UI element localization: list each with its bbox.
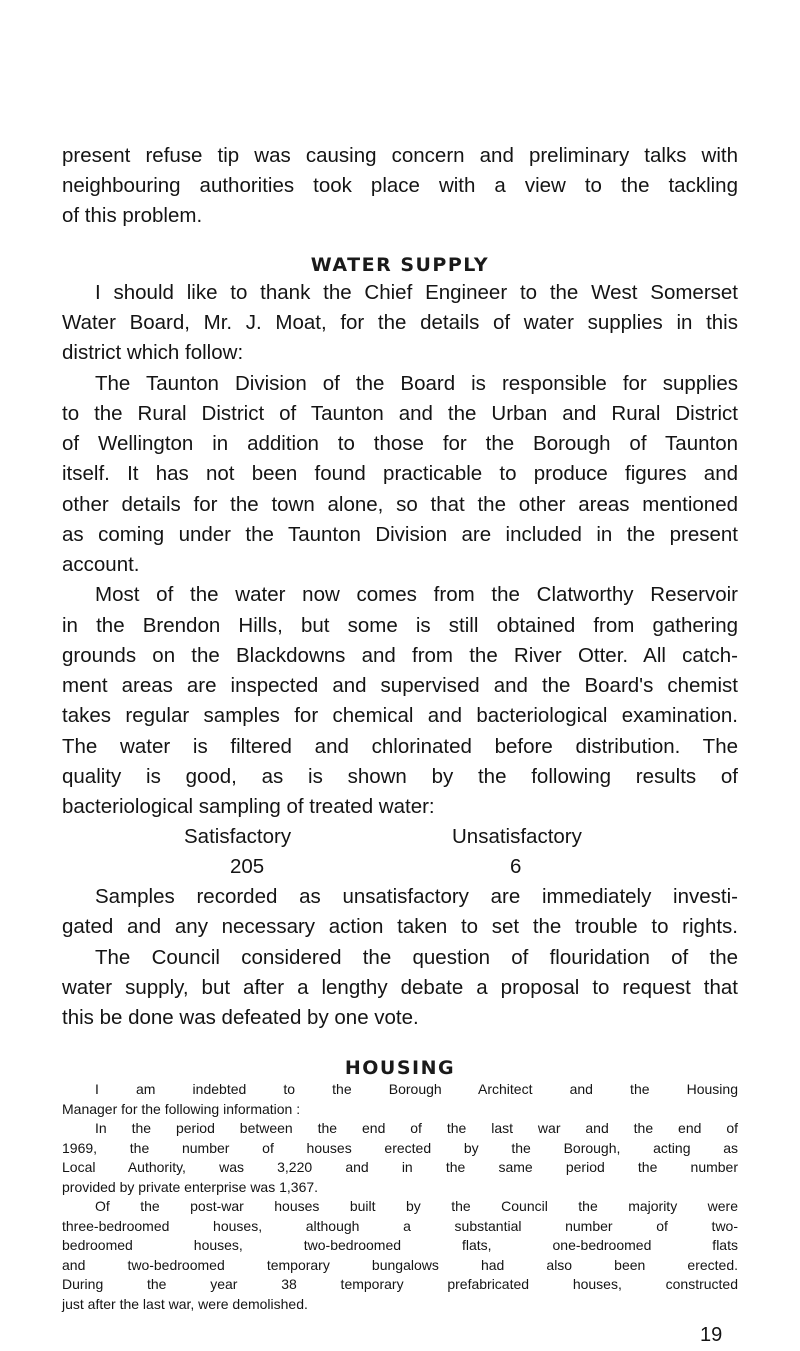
housing-line: Local Authority, was 3,220 and in the same period the number [62, 1159, 738, 1175]
water-line: The Taunton Division of the Board is responsible for supplies [95, 372, 738, 395]
water-after-line: this be done was defeated by one vote. [62, 1006, 419, 1029]
water-supply-heading: WATER SUPPLY [310, 254, 490, 276]
housing-line: Manager for the following information : [62, 1100, 301, 1117]
housing-line: provided by private enterprise was 1,367. [62, 1178, 319, 1195]
satisfactory-label: Satisfactory [184, 825, 292, 848]
water-line: itself. It has not been found practicable to produce figures and [62, 462, 738, 485]
housing-line: During the year 38 temporary prefabricated houses, constructed [62, 1276, 738, 1292]
unsatisfactory-value: 6 [510, 855, 522, 878]
water-after-line: gated and any necessary action taken to set the trouble to rights. [62, 915, 738, 938]
housing-line: Of the post-war houses built by the Council the majority were [95, 1198, 738, 1214]
water-line: district which follow: [62, 341, 244, 364]
intro-line: present refuse tip was causing concern and preliminary talks with [62, 144, 738, 167]
water-line: of Wellington in addition to those for the Borough of Taunton [62, 432, 738, 455]
unsatisfactory-label: Unsatisfactory [452, 825, 582, 848]
water-line: to the Rural District of Taunton and the Urban and Rural District [62, 402, 738, 425]
water-after-line: The Council considered the question of flouridation of the [95, 946, 738, 969]
housing-line: In the period between the end of the last war and the end of [95, 1120, 738, 1136]
satisfactory-value: 205 [230, 855, 265, 878]
intro-line: neighbouring authorities took place with a view to the tackling [62, 174, 738, 197]
housing-line: I am indebted to the Borough Architect and the Housing [95, 1081, 738, 1097]
water-line: quality is good, as is shown by the following results of [62, 765, 738, 788]
housing-heading: HOUSING [344, 1057, 456, 1079]
housing-line: bedroomed houses, two-bedroomed flats, one-bedroomed flats [62, 1237, 738, 1253]
water-line: I should like to thank the Chief Engineer to the West Somerset [95, 281, 738, 304]
water-line: in the Brendon Hills, but some is still obtained from gathering [62, 614, 738, 637]
intro-line: of this problem. [62, 204, 203, 227]
water-line: grounds on the Blackdowns and from the River Otter. All catch- [62, 644, 738, 667]
housing-line: and two-bedroomed temporary bungalows had also been erected. [62, 1256, 738, 1273]
water-line: Most of the water now comes from the Clatworthy Reservoir [95, 583, 738, 606]
water-after-line: water supply, but after a lengthy debate a proposal to request that [62, 976, 738, 999]
water-line: bacteriological sampling of treated water: [62, 795, 435, 818]
water-line: Water Board, Mr. J. Moat, for the details of water supplies in this [62, 311, 738, 334]
water-line: The water is filtered and chlorinated before distribution. The [62, 735, 738, 758]
water-line: account. [62, 553, 140, 576]
water-after-line: Samples recorded as unsatisfactory are immediately investi- [95, 885, 738, 908]
water-line: other details for the town alone, so that the other areas mentioned [62, 493, 738, 516]
housing-line: just after the last war, were demolished. [62, 1295, 308, 1312]
housing-line: three-bedroomed houses, although a substantial number of two- [62, 1217, 738, 1234]
page-number: 19 [700, 1324, 723, 1346]
water-line: as coming under the Taunton Division are included in the present [62, 523, 738, 546]
water-line: ment areas are inspected and supervised and the Board's chemist [62, 674, 738, 697]
housing-line: 1969, the number of houses erected by the Borough, acting as [62, 1139, 738, 1156]
water-line: takes regular samples for chemical and bacteriological examination. [62, 704, 738, 727]
